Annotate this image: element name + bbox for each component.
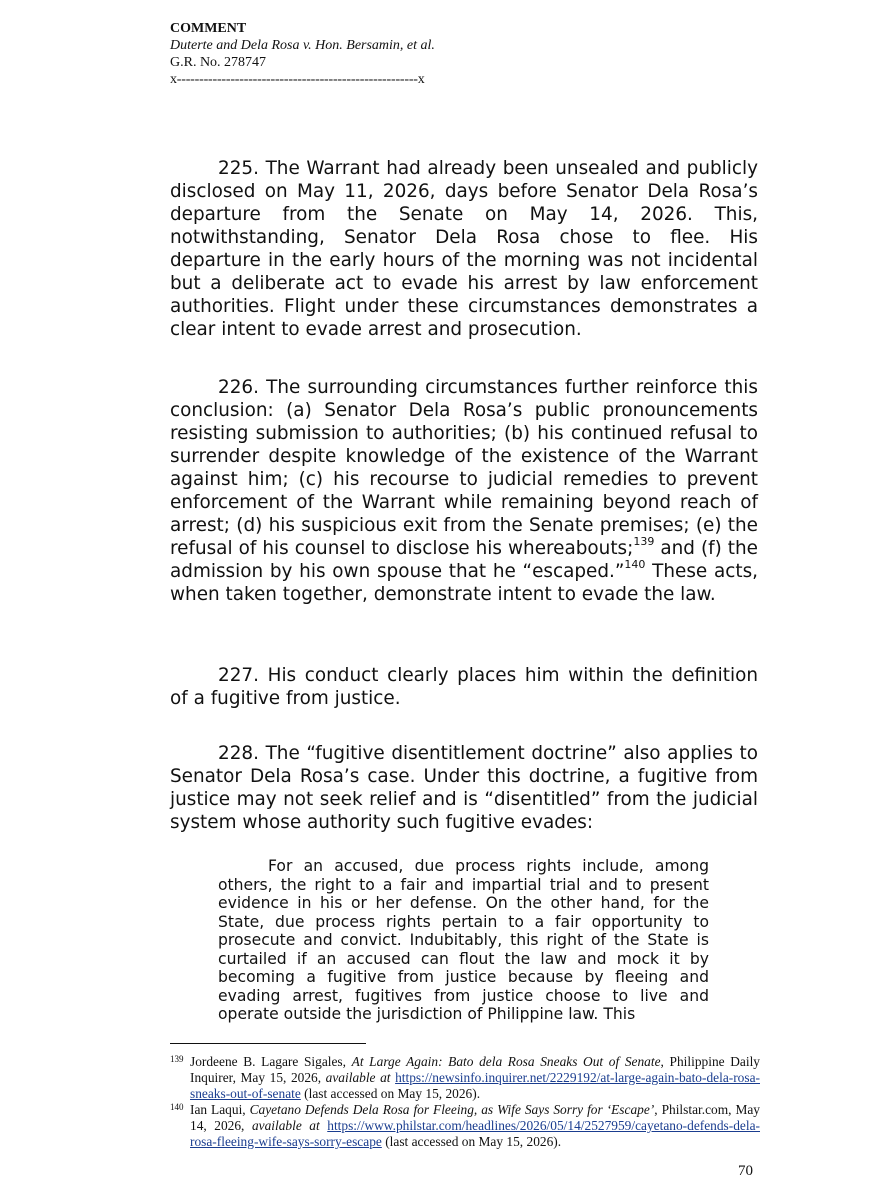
footnote-available-at: available at xyxy=(251,1118,320,1133)
paragraph-text: His conduct clearly places him within the definition of a fugitive from justice. xyxy=(170,665,758,709)
footnote-available-at: available at xyxy=(325,1070,391,1085)
footnote-publication: , Philstar.com, May 14, 2026, xyxy=(190,1102,761,1133)
paragraph-number: 225. xyxy=(218,158,259,179)
footnote-divider xyxy=(170,1043,366,1044)
paragraph-number: 226. xyxy=(218,377,259,398)
paragraph-number: 227. xyxy=(218,665,259,686)
paragraph-227 xyxy=(170,664,758,710)
footnote-link[interactable]: https://newsinfo.inquirer.net/2229192/at-large-again-bato-dela-rosa-sneaks-out-of-senate xyxy=(190,1070,760,1101)
footnote-publication: , Philippine Daily Inquirer, May 15, 2026, xyxy=(190,1054,760,1085)
case-title: Duterte and Dela Rosa v. Hon. Bersamin, et al. xyxy=(170,38,435,53)
paragraph-text: The “fugitive disentitlement doctrine” also applies to Senator Dela Rosa’s case. Under this doctrine, a fugitive from justice may not seek relief and is “disentitled” from the judicial system whose authority such fugitive evades: xyxy=(170,743,758,833)
header-separator: x------------------------------------------------------x xyxy=(170,72,425,87)
gr-number: G.R. No. 278747 xyxy=(170,55,267,70)
footnote-number: 139 xyxy=(170,1054,184,1064)
running-header xyxy=(170,20,790,88)
footnote-accessed: (last accessed on May 15, 2026). xyxy=(381,1134,562,1149)
paragraph-226 xyxy=(170,376,758,606)
footnote-author: Ian Laqui, xyxy=(190,1102,250,1117)
block-quote-text: For an accused, due process rights include, among others, the right to a fair and impartial trial and to present evidence in his or her defense. On the other hand, for the State, due process rights pertain to a fair opportunity to prosecute and convict. Indubitably, this right of the State is curtailed if an accused can flout the law and mock it by becoming a fugitive from justice because by fleeing and evading arrest, fugitives from justice choose to live and operate outside the jurisdiction of Philippine law. This xyxy=(218,857,709,1023)
footnote-author: Jordeene B. Lagare Sigales, xyxy=(190,1054,352,1069)
paragraph-text: The surrounding circumstances further reinforce this conclusion: (a) Senator Dela Rosa’s public pronouncements resisting submission to authorities; (b) his continued refusal to surrender despite knowledge of the existence of the Warrant against him; (c) his recourse to judicial remedies to prevent enforcement of the Warrant while remaining beyond reach of arrest; (d) his suspicious exit from the Senate premises; (e) the refusal of his counsel to disclose his whereabouts; xyxy=(170,377,758,559)
footnote-139 xyxy=(170,1054,760,1102)
footnote-link[interactable]: https://www.philstar.com/headlines/2026/05/14/2527959/cayetano-defends-dela-rosa-fleeing-wife-says-sorry-escape xyxy=(190,1118,760,1149)
document-caption: COMMENT xyxy=(170,21,247,36)
footnote-ref-139[interactable]: 139 xyxy=(633,534,655,548)
block-quote xyxy=(218,857,709,1024)
footnote-140 xyxy=(170,1102,760,1150)
footnote-number: 140 xyxy=(170,1102,184,1112)
paragraph-text: These acts, when taken together, demonstrate intent to evade the law. xyxy=(170,561,759,605)
footnote-accessed: (last accessed on May 15, 2026). xyxy=(300,1086,481,1101)
footnote-title: At Large Again: Bato dela Rosa Sneaks Out of Senate xyxy=(351,1054,661,1069)
paragraph-text: and (f) the admission by his own spouse that he “escaped.” xyxy=(170,538,758,582)
paragraph-text: The Warrant had already been unsealed and publicly disclosed on May 11, 2026, days before Senator Dela Rosa’s departure from the Senate on May 14, 2026. This, notwithstanding, Senator Dela Rosa chose to flee. His departure in the early hours of the morning was not incidental but a deliberate act to evade his arrest by law enforcement authorities. Flight under these circumstances demonstrates a clear intent to evade arrest and prosecution. xyxy=(170,158,758,340)
paragraph-number: 228. xyxy=(218,743,259,764)
page-number: 70 xyxy=(738,1163,753,1179)
footnote-title: Cayetano Defends Dela Rosa for Fleeing, as Wife Says Sorry for ‘Escape’ xyxy=(249,1102,655,1117)
paragraph-228 xyxy=(170,742,758,834)
footnote-ref-140[interactable]: 140 xyxy=(624,557,646,571)
paragraph-225 xyxy=(170,157,758,341)
